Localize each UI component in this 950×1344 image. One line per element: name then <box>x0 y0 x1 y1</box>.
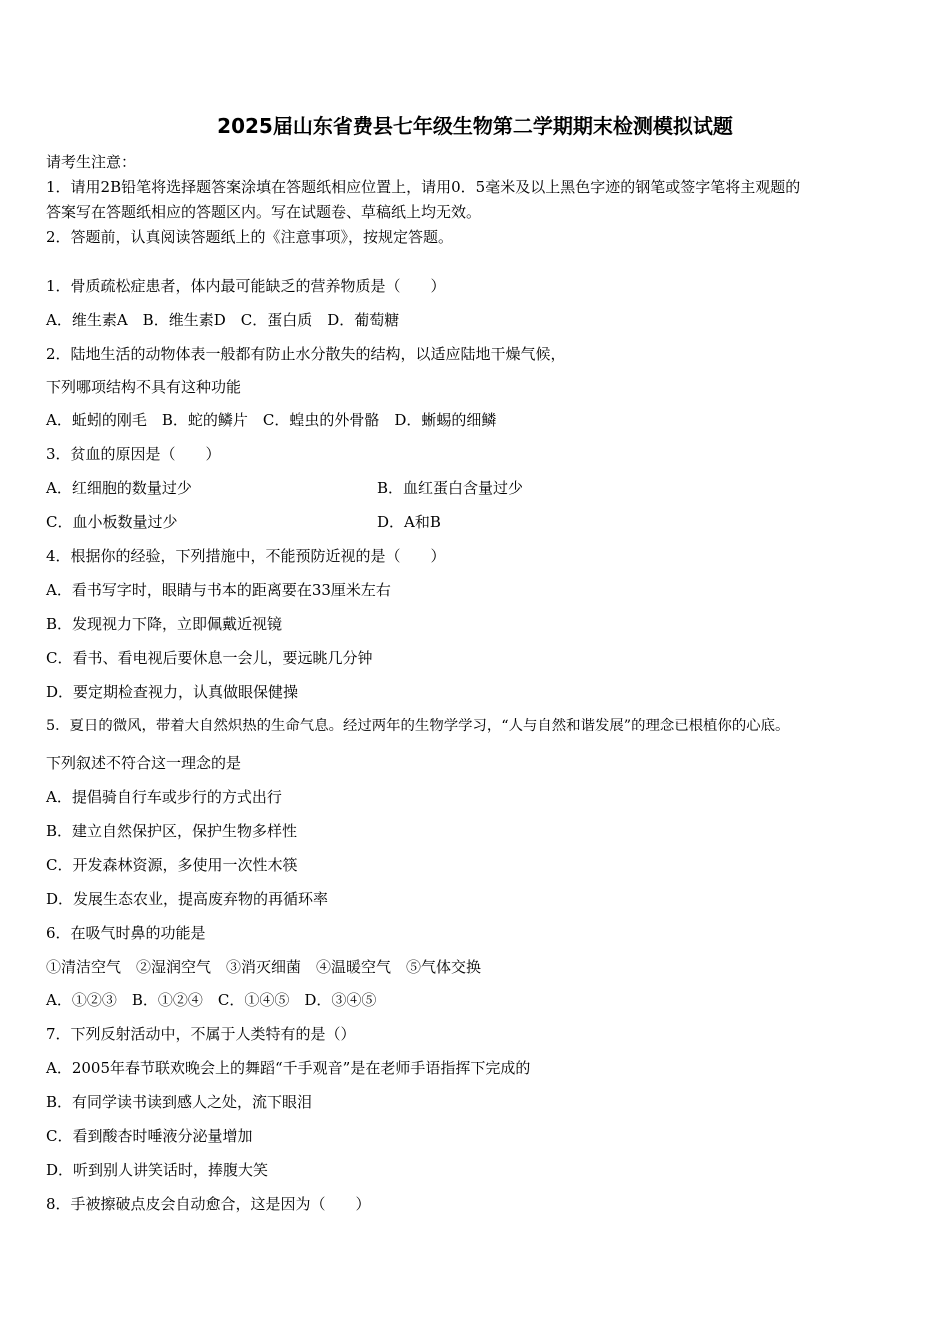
q7-stem: 7．下列反射活动中，不属于人类特有的是（） <box>46 1025 356 1043</box>
q1-stem: 1．骨质疏松症患者，体内最可能缺乏的营养物质是（ ） <box>46 277 446 295</box>
q5-option-b: B．建立自然保护区，保护生物多样性 <box>46 822 298 840</box>
q6-items: ①清洁空气 ②湿润空气 ③消灭细菌 ④温暖空气 ⑤气体交换 <box>46 958 482 976</box>
q1-options: A．维生素A B．维生素D C．蛋白质 D．葡萄糖 <box>46 311 400 329</box>
notice-line-2: 2．答题前，认真阅读答题纸上的《注意事项》，按规定答题。 <box>46 228 454 246</box>
q7-option-d: D．听到别人讲笑话时，捧腹大笑 <box>46 1161 269 1179</box>
notice-heading: 请考生注意： <box>46 153 137 171</box>
page-title: 2025届山东省费县七年级生物第二学期期末检测模拟试题 <box>217 114 733 138</box>
q7-option-b: B．有同学读书读到感人之处，流下眼泪 <box>46 1093 313 1111</box>
q4-option-c: C．看书、看电视后要休息一会儿，要远眺几分钟 <box>46 649 373 667</box>
q5-option-c: C．开发森林资源，多使用一次性木筷 <box>46 856 298 874</box>
q3-option-d: D．A和B <box>377 513 441 531</box>
q4-option-d: D．要定期检查视力，认真做眼保健操 <box>46 683 299 701</box>
q5-option-d: D．发展生态农业，提高废弃物的再循环率 <box>46 890 329 908</box>
q5-stem-2: 下列叙述不符合这一理念的是 <box>46 754 242 772</box>
q3-option-c: C．血小板数量过少 <box>46 513 178 531</box>
q8-stem: 8．手被擦破点皮会自动愈合，这是因为（ ） <box>46 1195 371 1213</box>
q6-stem: 6．在吸气时鼻的功能是 <box>46 924 206 942</box>
notice-line-1a: 1．请用2B铅笔将选择题答案涂填在答题纸相应位置上，请用0．5毫米及以上黑色字迹的钢笔或签字笔将主观题的 <box>46 178 801 196</box>
q2-stem-1: 2．陆地生活的动物体表一般都有防止水分散失的结构，以适应陆地干燥气候， <box>46 345 566 363</box>
q4-option-a: A．看书写字时，眼睛与书本的距离要在33厘米左右 <box>46 581 391 599</box>
q5-stem-1: 5．夏日的微风，带着大自然炽热的生命气息。经过两年的生物学学习，“人与自然和谐发展”的理念已根植你的心底。 <box>46 718 790 734</box>
q4-option-b: B．发现视力下降，立即佩戴近视镜 <box>46 615 283 633</box>
q7-option-c: C．看到酸杏时唾液分泌量增加 <box>46 1127 253 1145</box>
q6-options: A．①②③ B．①②④ C．①④⑤ D．③④⑤ <box>46 991 377 1009</box>
q3-option-a: A．红细胞的数量过少 <box>46 479 192 497</box>
q2-options: A．蚯蚓的刚毛 B．蛇的鳞片 C．蝗虫的外骨骼 D．蜥蜴的细鳞 <box>46 411 497 429</box>
q3-option-b: B．血红蛋白含量过少 <box>377 479 524 497</box>
q4-stem: 4．根据你的经验，下列措施中，不能预防近视的是（ ） <box>46 547 446 565</box>
notice-line-1b: 答案写在答题纸相应的答题区内。写在试题卷、草稿纸上均无效。 <box>46 203 482 221</box>
q5-option-a: A．提倡骑自行车或步行的方式出行 <box>46 788 282 806</box>
q7-option-a: A．2005年春节联欢晚会上的舞蹈“千手观音”是在老师手语指挥下完成的 <box>46 1059 531 1077</box>
q3-stem: 3．贫血的原因是（ ） <box>46 445 221 463</box>
q2-stem-2: 下列哪项结构不具有这种功能 <box>46 378 242 396</box>
